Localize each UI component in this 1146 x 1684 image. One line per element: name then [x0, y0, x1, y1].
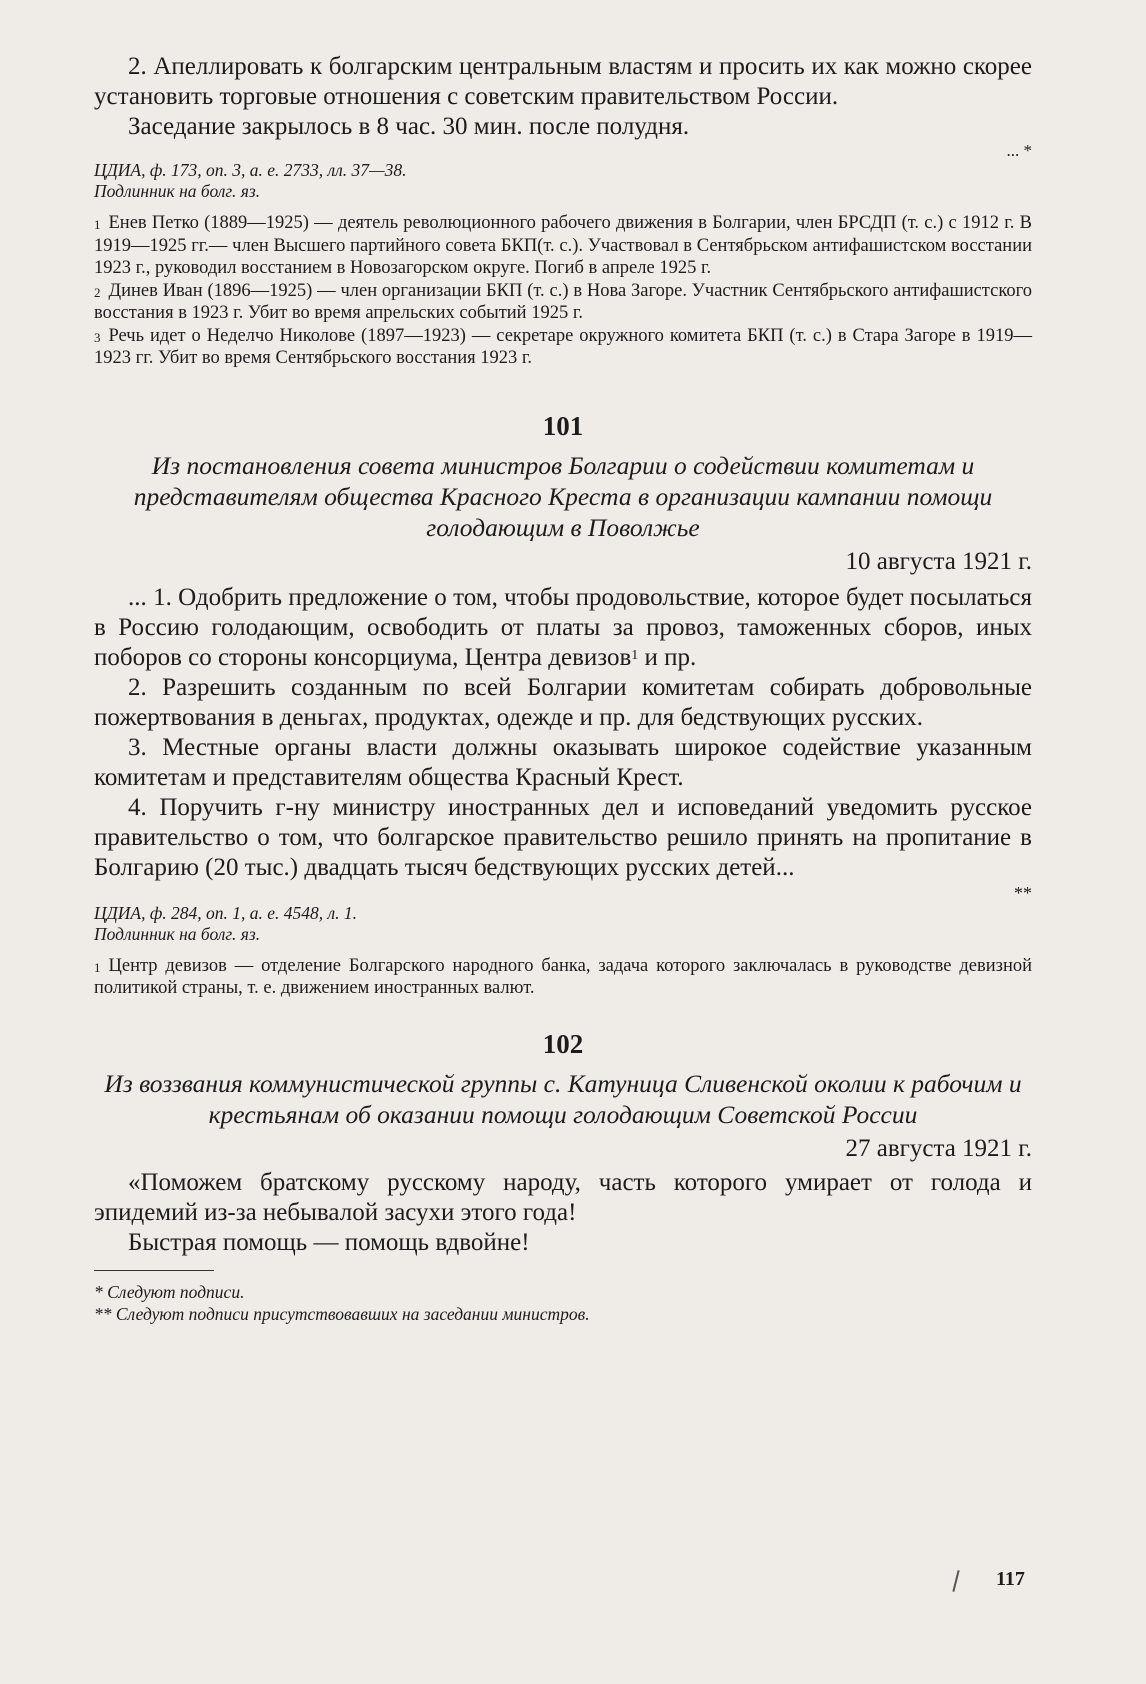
footnote-number: 3 — [94, 329, 101, 345]
document-date-101: 10 августа 1921 г. — [845, 547, 1032, 575]
ellipsis-mark: ... * — [1006, 141, 1032, 160]
footnote-3 — [94, 325, 1032, 370]
footnote-number: 1 — [94, 217, 101, 232]
footnote-divider — [94, 1270, 214, 1271]
footnote-number: 2 — [94, 284, 101, 300]
footnote-number: 1 — [94, 959, 101, 975]
paragraph-101-4: 4. Поручить г-ну министру иностранных дел и исповеданий уведомить русское правительство о том, что болгарское правительство решило принять на пропитание в Болгарию (20 тыс.) двадцать тысяч бедствующих русских детей... — [94, 793, 1032, 881]
page-number: 117 — [996, 1568, 1025, 1590]
footnote-text: Динев Иван (1896—1925) — член организации БКП (т. с.) в Нова Загоре. Участник Сентябрьского антифашистского восстания в 1923 г. Убит во время апрельских событий 1925 г. — [94, 280, 1032, 323]
paragraph-102-1: «Поможем братскому русскому народу, часть которого умирает от голода и эпидемий из-за небывалой засухи этого года! — [94, 1168, 1032, 1226]
document-number-102: 102 — [542, 1028, 584, 1059]
document-title-101: Из постановления совета министров Болгарии о содействии комитетам и представителям общества Красного Креста в организации кампании помощи голодающим в Поволжье — [133, 450, 993, 542]
text-column — [94, 52, 1032, 1325]
paragraph-session-closed: Заседание закрылось в 8 час. 30 мин. после полудня. — [128, 113, 690, 140]
paragraph-101-3: 3. Местные органы власти должны оказывать широкое содействие указанным комитетам и представителям общества Красный Крест. — [94, 733, 1032, 791]
pencil-mark — [952, 1570, 959, 1592]
page-note-2: ** Следуют подписи присутствовавших на заседании министров. — [94, 1303, 590, 1324]
footnote-text: Речь идет о Неделчо Николове (1897—1923) — секретаре окружного комитета БКП (т. с.) в Стара Загоре в 1919—1923 гг. Убит во время Сентябрьского восстания 1923 г. — [94, 325, 1032, 368]
page-note-1: * Следуют подписи. — [94, 1281, 245, 1302]
ellipsis-mark-101: ** — [1014, 882, 1032, 903]
paragraph-101-1 — [94, 583, 1032, 673]
document-title-102: Из воззвания коммунистической группы с. Катуница Сливенской околии к рабочим и крестьянам об оказании помощи голодающим Советской России — [104, 1068, 1022, 1129]
footnote-101-1 — [94, 955, 1032, 1000]
original-note: Подлинник на болг. яз. — [94, 181, 261, 201]
footnote-1 — [94, 212, 1032, 280]
archive-source: ЦДИА, ф. 173, оп. 3, а. е. 2733, лл. 37—38. — [94, 160, 407, 180]
paragraph-appeal: 2. Апеллировать к болгарским центральным властям и просить их как можно скорее установить торговые отношения с советским правительством России. — [94, 53, 1032, 110]
footnote-text: Енев Петко (1889—1925) — деятель революционного рабочего движения в Болгарии, член БРСДП (т. с.) с 1912 г. В 1919—1925 гг.— член Высшего партийного совета БКП(т. с.). Участвовал в Сентябрьском антифашистском восстании 1923 г., руководил восстанием в Новозагорском округе. Погиб в апреле 1925 г. — [94, 213, 1032, 278]
paragraph-102-2: Быстрая помощь — помощь вдвойне! — [128, 1228, 530, 1256]
paragraph-101-2: 2. Разрешить созданным по всей Болгарии комитетам собирать добровольные пожертвования в деньгах, продуктах, одежде и пр. для бедствующих русских. — [94, 673, 1032, 731]
paragraph-text-end: и пр. — [638, 643, 697, 671]
document-number-101: 101 — [542, 410, 584, 441]
paragraph-text: ... 1. Одобрить предложение о том, чтобы продовольствие, которое будет посылаться в Россию голодающим, освободить от платы за провоз, таможенных сборов, иных поборов со стороны консорциума, Центра девизов — [94, 583, 1032, 671]
footnote-ref: 1 — [631, 647, 639, 663]
footnote-text: Центр девизов — отделение Болгарского народного банка, задача которого заключалась в руководстве девизной политикой страны, т. е. движением иностранных валют. — [94, 955, 1032, 998]
original-note-101: Подлинник на болг. яз. — [94, 923, 261, 944]
footnote-2 — [94, 280, 1032, 325]
archive-source-101: ЦДИА, ф. 284, оп. 1, а. е. 4548, л. 1. — [94, 902, 358, 923]
document-date-102: 27 августа 1921 г. — [845, 1134, 1032, 1162]
